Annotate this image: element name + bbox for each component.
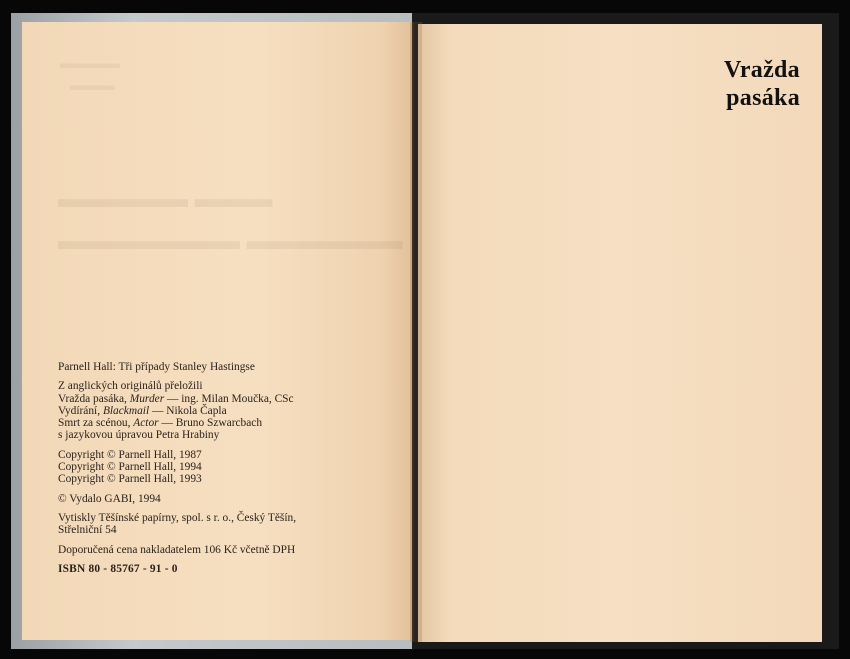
copyright-line: Copyright © Parnell Hall, 1993 bbox=[58, 473, 202, 486]
book-gutter bbox=[410, 22, 422, 642]
translation-credit: Vražda pasáka, Murder — ing. Milan Moučka, CSc bbox=[58, 392, 294, 405]
copyright-line: Copyright © Parnell Hall, 1987 bbox=[58, 448, 202, 461]
translation-credit: Smrt za scénou, Actor — Bruno Szwarcbach bbox=[58, 417, 263, 430]
half-title bbox=[650, 56, 800, 112]
imprint-block bbox=[58, 361, 388, 575]
printer-address: Střelniční 54 bbox=[58, 524, 117, 537]
price-line: Doporučená cena nakladatelem 106 Kč včetně DPH bbox=[58, 543, 296, 556]
editor-line: s jazykovou úpravou Petra Hrabiny bbox=[58, 429, 220, 442]
translation-intro: Z anglických originálů přeložili bbox=[58, 380, 203, 393]
copyright-line: Copyright © Parnell Hall, 1994 bbox=[58, 461, 202, 474]
publisher-line: © Vydalo GABI, 1994 bbox=[58, 492, 161, 505]
right-page bbox=[418, 24, 822, 642]
half-title-line: pasáka bbox=[726, 85, 800, 111]
printer-line: Vytiskly Těšínské papírny, spol. s r. o., Český Těšín, bbox=[58, 511, 297, 524]
bleed-through-mark: ▬▬▬▬▬▬ ▬▬▬▬▬▬▬ bbox=[58, 226, 403, 255]
half-title-line: Vražda bbox=[723, 57, 800, 83]
bleed-through-mark: ▬▬▬▬ bbox=[60, 56, 120, 72]
bleed-through-mark: ▬▬▬ ▬▬▬▬▬ bbox=[58, 184, 273, 213]
bleed-through-mark: ▬▬▬ bbox=[70, 78, 115, 94]
series-line: Parnell Hall: Tři případy Stanley Hastingse bbox=[58, 361, 255, 373]
translation-credit: Vydírání, Blackmail — Nikola Čapla bbox=[58, 404, 227, 417]
isbn-line: ISBN 80 - 85767 - 91 - 0 bbox=[58, 562, 178, 575]
